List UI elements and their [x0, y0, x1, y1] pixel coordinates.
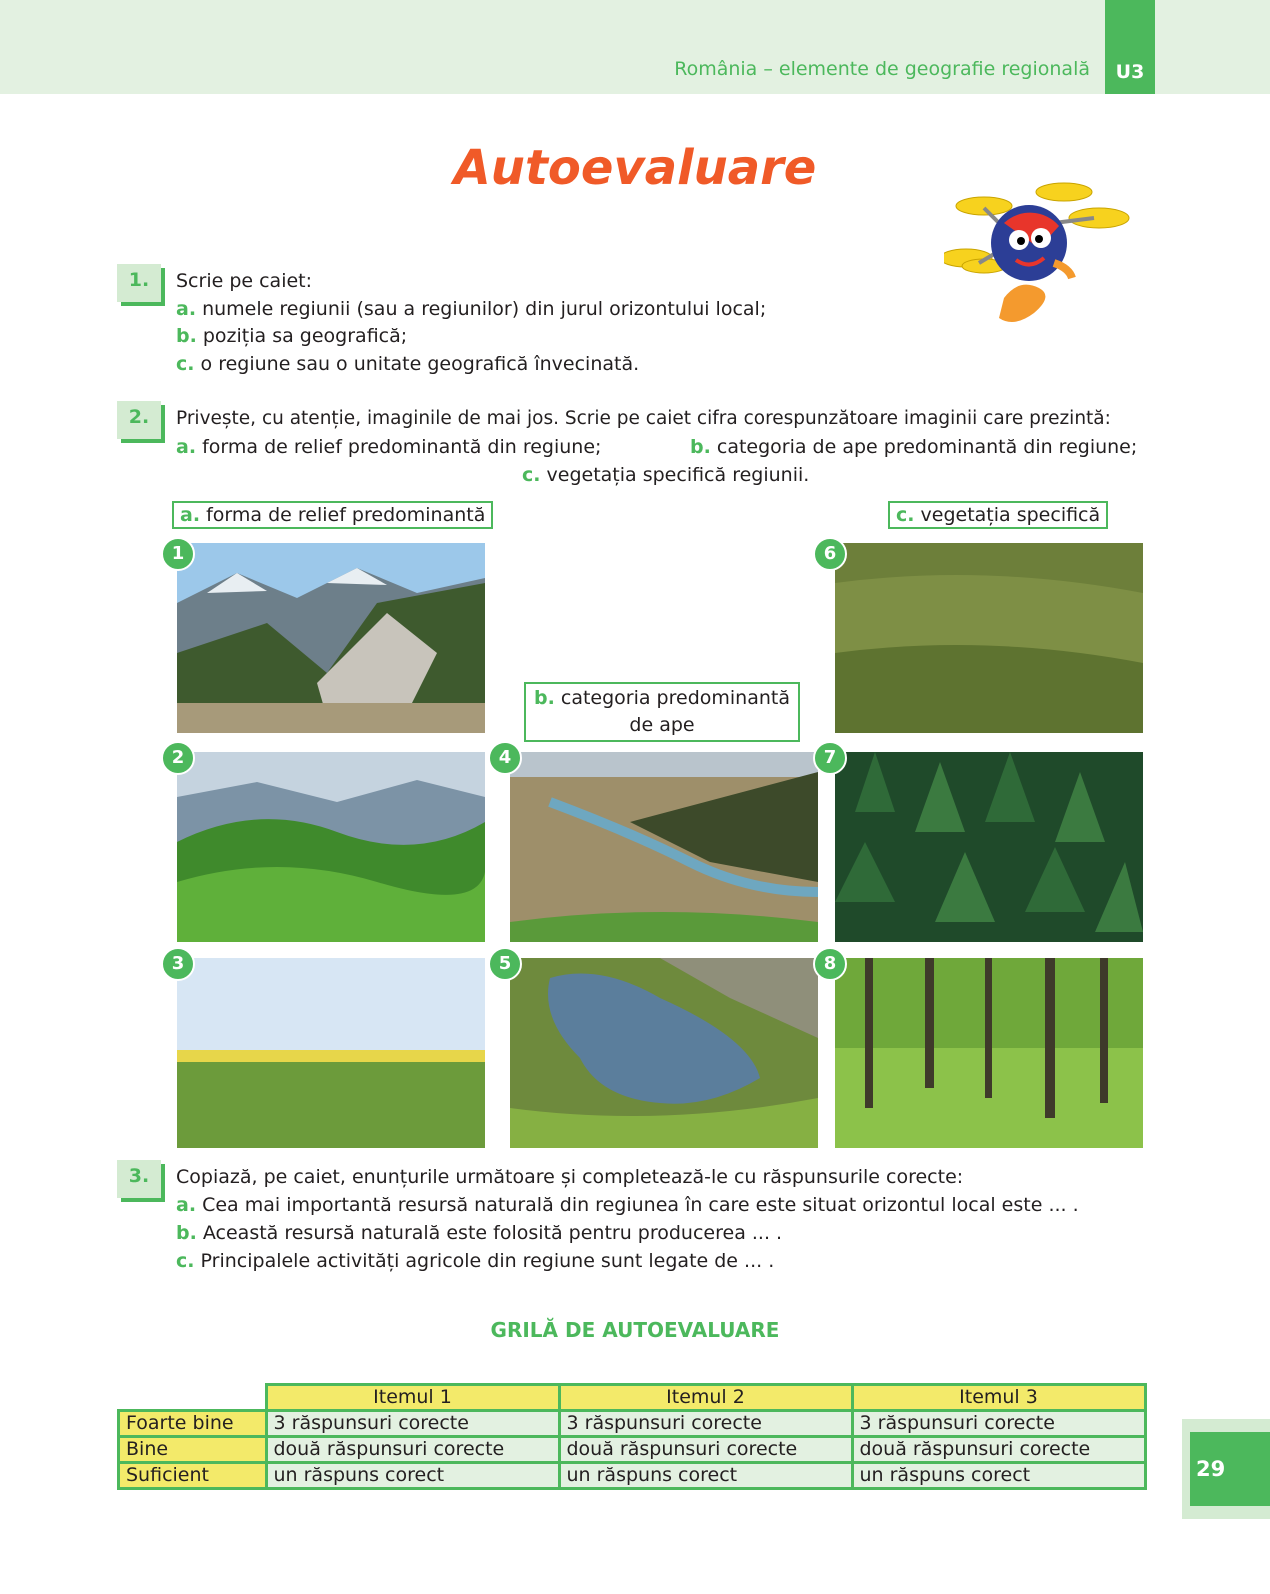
question-1-item-c: c. o regiune sau o unitate geografică învecinată.: [176, 353, 640, 375]
grid-row: [119, 1463, 1146, 1489]
question-1-item-b: b. poziția sa geografică;: [176, 325, 408, 347]
question-2-item-c: c. vegetația specifică regiunii.: [522, 464, 810, 486]
photo-plain: [177, 958, 485, 1148]
label-waters: b. categoria predominantă de ape: [524, 682, 800, 742]
grid-cell: două răspunsuri corecte: [852, 1437, 1145, 1463]
photo-number-8: 8: [813, 947, 847, 981]
photo-number-5: 5: [488, 947, 522, 981]
question-3-number: 3.: [117, 1160, 161, 1198]
grid-title: GRILĂ DE AUTOEVALUARE: [490, 1318, 780, 1342]
grid-column-header: Itemul 2: [559, 1385, 852, 1411]
question-2-item-a: a. forma de relief predominantă din regiune;: [176, 436, 602, 458]
question-1-number: 1.: [117, 264, 161, 302]
photo-river: [510, 752, 818, 942]
photo-number-6: 6: [813, 537, 847, 571]
grid-row-header: Bine: [119, 1437, 267, 1463]
grid-corner: [119, 1385, 267, 1411]
grid-row: [119, 1411, 1146, 1437]
photo-number-3: 3: [161, 947, 195, 981]
question-3-item-a: a. Cea mai importantă resursă naturală din regiunea în care este situat orizontul local este ... .: [176, 1194, 1079, 1216]
grid-cell: 3 răspunsuri corecte: [559, 1411, 852, 1437]
page-title: Autoevaluare: [453, 140, 817, 196]
grid-cell: 3 răspunsuri corecte: [266, 1411, 559, 1437]
photo-deciduous-forest: [835, 958, 1143, 1148]
photo-lake: [510, 958, 818, 1148]
grid-row: [119, 1437, 1146, 1463]
grid-header-row: [119, 1385, 1146, 1411]
photo-mountains: [177, 543, 485, 733]
photo-number-1: 1: [161, 537, 195, 571]
grid-cell: un răspuns corect: [266, 1463, 559, 1489]
photo-hills: [177, 752, 485, 942]
grid-column-header: Itemul 3: [852, 1385, 1145, 1411]
self-evaluation-grid: [117, 1383, 1147, 1490]
label-vegetation: c. vegetația specifică: [888, 501, 1108, 529]
photo-number-7: 7: [813, 741, 847, 775]
grid-cell: 3 răspunsuri corecte: [852, 1411, 1145, 1437]
question-3-item-c: c. Principalele activități agricole din regiune sunt legate de ... .: [176, 1250, 775, 1272]
grid-cell: un răspuns corect: [559, 1463, 852, 1489]
question-3-intro: Copiază, pe caiet, enunțurile următoare și completează-le cu răspunsurile corecte:: [176, 1166, 964, 1188]
question-2-intro: Privește, cu atenție, imaginile de mai jos. Scrie pe caiet cifra corespunzătoare imaginii care prezintă:: [176, 408, 1111, 429]
question-1-intro: Scrie pe caiet:: [176, 270, 313, 292]
unit-tab: U3: [1105, 0, 1155, 94]
grid-row-header: Suficient: [119, 1463, 267, 1489]
running-header-title: România – elemente de geografie regională: [674, 58, 1090, 80]
question-3-item-b: b. Această resursă naturală este folosită pentru producerea ... .: [176, 1222, 783, 1244]
question-2-item-b: b. categoria de ape predominantă din regiune;: [690, 436, 1138, 458]
mascot-drone-illustration: [944, 178, 1134, 338]
question-2-number: 2.: [117, 401, 161, 439]
page-number: 29: [1190, 1432, 1270, 1506]
photo-number-2: 2: [161, 741, 195, 775]
grid-cell: un răspuns corect: [852, 1463, 1145, 1489]
grid-cell: două răspunsuri corecte: [559, 1437, 852, 1463]
photo-grassland: [835, 543, 1143, 733]
label-relief: a. forma de relief predominantă: [172, 501, 493, 529]
grid-column-header: Itemul 1: [266, 1385, 559, 1411]
grid-row-header: Foarte bine: [119, 1411, 267, 1437]
question-1-item-a: a. numele regiunii (sau a regiunilor) din jurul orizontului local;: [176, 298, 767, 320]
photo-number-4: 4: [488, 741, 522, 775]
grid-cell: două răspunsuri corecte: [266, 1437, 559, 1463]
photo-conifer-forest: [835, 752, 1143, 942]
